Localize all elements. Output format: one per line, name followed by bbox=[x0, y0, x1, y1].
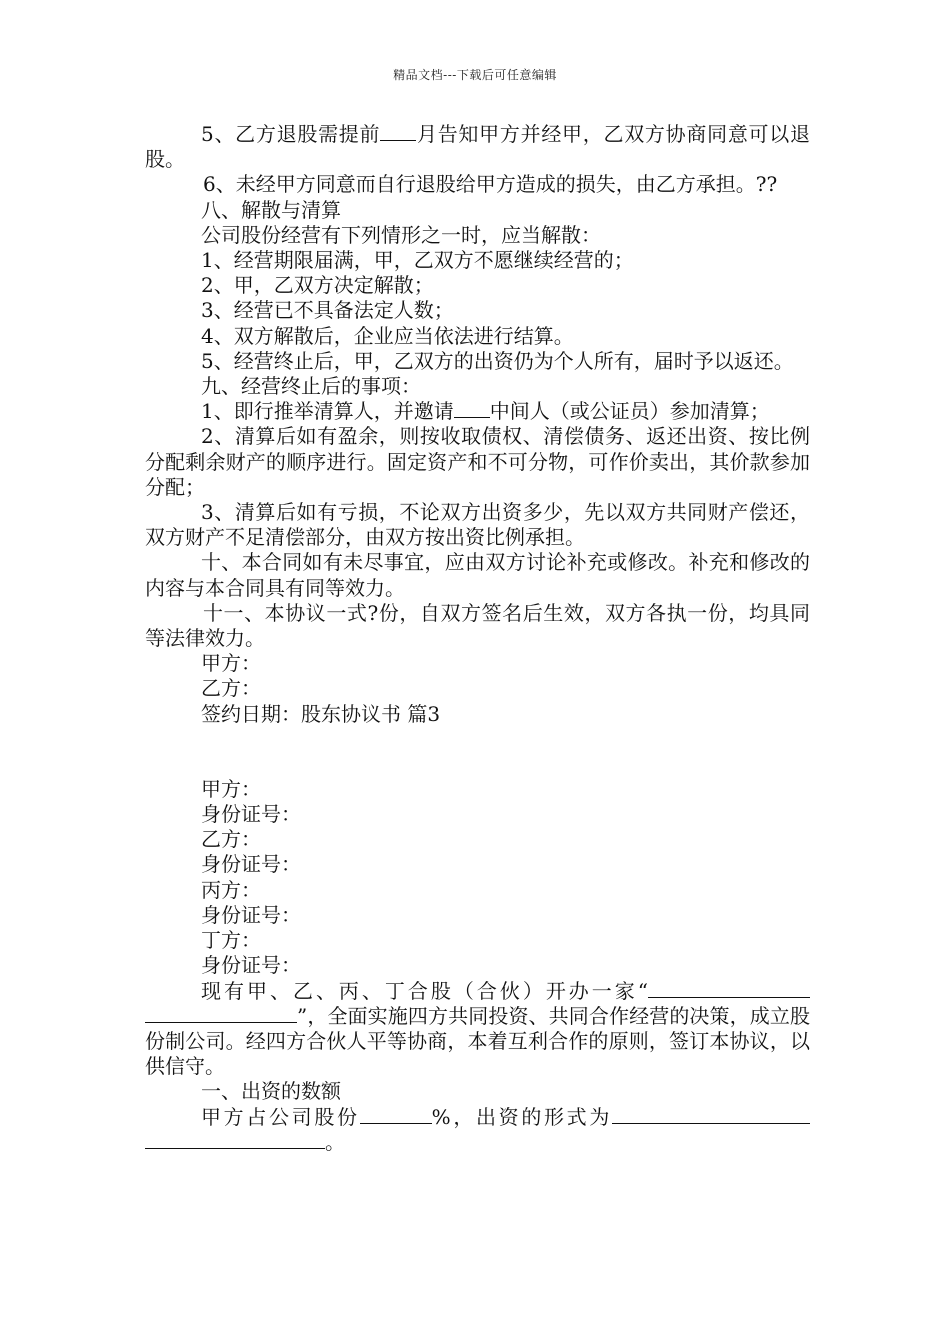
clause-text: 中间人（或公证员）参加清算； bbox=[489, 399, 770, 424]
clause-dissolution-2: 2、甲，乙双方决定解散； bbox=[201, 273, 434, 298]
signature-party-b: 乙方： bbox=[201, 676, 261, 701]
clause-text: 。 bbox=[325, 1129, 345, 1154]
clause-withdraw-loss: 6、未经甲方同意而自行退股给甲方造成的损失，由乙方承担。?? bbox=[203, 172, 778, 197]
clause-termination-1 bbox=[145, 399, 810, 424]
capital-form-blank-cont bbox=[145, 1130, 325, 1149]
page-header: 精品文档---下载后可任意编辑 bbox=[393, 68, 557, 82]
party-b-id-label: 身份证号： bbox=[201, 852, 301, 877]
clause-text: ”，全面实施四方共同投资、共同合作经营的决策，成立股份制公司。经四方合伙人平等协商，本着互利合作的原则，签订本协议，以供信守。 bbox=[145, 1003, 810, 1079]
section-heading-capital: 一、出资的数额 bbox=[201, 1079, 341, 1104]
party-c-id-label: 身份证号： bbox=[201, 902, 301, 927]
clause-text: %，出资的形式为 bbox=[431, 1104, 613, 1129]
section-heading-dissolution: 八、解散与清算 bbox=[201, 197, 341, 222]
company-name-blank-cont bbox=[145, 1004, 297, 1023]
party-a-label: 甲方： bbox=[201, 776, 261, 801]
clause-dissolution-intro: 公司股份经营有下列情形之一时，应当解散： bbox=[201, 222, 601, 247]
capital-form-blank bbox=[612, 1105, 810, 1124]
clause-dissolution-1: 1、经营期限届满，甲，乙双方不愿继续经营的； bbox=[201, 248, 634, 273]
clause-text: 1、即行推举清算人，并邀请 bbox=[201, 399, 454, 424]
document-body bbox=[145, 122, 810, 1155]
party-a-id-label: 身份证号： bbox=[201, 802, 301, 827]
party-d-id-label: 身份证号： bbox=[201, 953, 301, 978]
company-name-blank bbox=[648, 979, 810, 998]
party-d-label: 丁方： bbox=[201, 928, 261, 953]
party-c-label: 丙方： bbox=[201, 877, 261, 902]
share-percent-blank bbox=[360, 1105, 432, 1124]
clause-ten: 十、本合同如有未尽事宜，应由双方讨论补充或修改。补充和修改的内容与本合同具有同等效力。 bbox=[145, 550, 810, 600]
blank-field bbox=[454, 399, 490, 418]
clause-capital-share bbox=[145, 1105, 810, 1155]
clause-withdraw-notice bbox=[145, 122, 810, 172]
clause-dissolution-5: 5、经营终止后，甲，乙双方的出资仍为个人所有，届时予以返还。 bbox=[201, 348, 794, 373]
agreement-intro bbox=[145, 979, 810, 1080]
clause-dissolution-3: 3、经营已不具备法定人数； bbox=[201, 298, 454, 323]
clause-termination-3: 3、清算后如有亏损，不论双方出资多少，先以双方共同财产偿还，双方财产不足清偿部分，由双方按出资比例承担。 bbox=[145, 500, 810, 550]
signature-party-a: 甲方： bbox=[201, 651, 261, 676]
clause-text: 5、乙方退股需提前 bbox=[201, 122, 381, 146]
section-heading-termination: 九、经营终止后的事项： bbox=[201, 374, 421, 399]
blank-field bbox=[380, 122, 416, 141]
signing-date: 签约日期：股东协议书 篇3 bbox=[201, 701, 441, 726]
clause-eleven: 十一、本协议一式?份，自双方签名后生效，双方各执一份，均具同等法律效力。 bbox=[145, 600, 810, 651]
clause-dissolution-4: 4、双方解散后，企业应当依法进行结算。 bbox=[201, 323, 574, 348]
clause-termination-2: 2、清算后如有盈余，则按收取债权、清偿债务、返还出资、按比例分配剩余财产的顺序进行。固定资产和不可分物，可作价卖出，其价款参加分配； bbox=[145, 424, 810, 499]
party-b-label: 乙方： bbox=[201, 827, 261, 852]
clause-text: 月告知甲方并经甲，乙双方协商同意可以退股。 bbox=[145, 122, 811, 172]
section-gap bbox=[145, 727, 810, 777]
clause-text: 现有甲、乙、丙、丁合股（合伙）开办一家“ bbox=[201, 978, 648, 1003]
clause-text: 甲方占公司股份 bbox=[201, 1104, 360, 1129]
